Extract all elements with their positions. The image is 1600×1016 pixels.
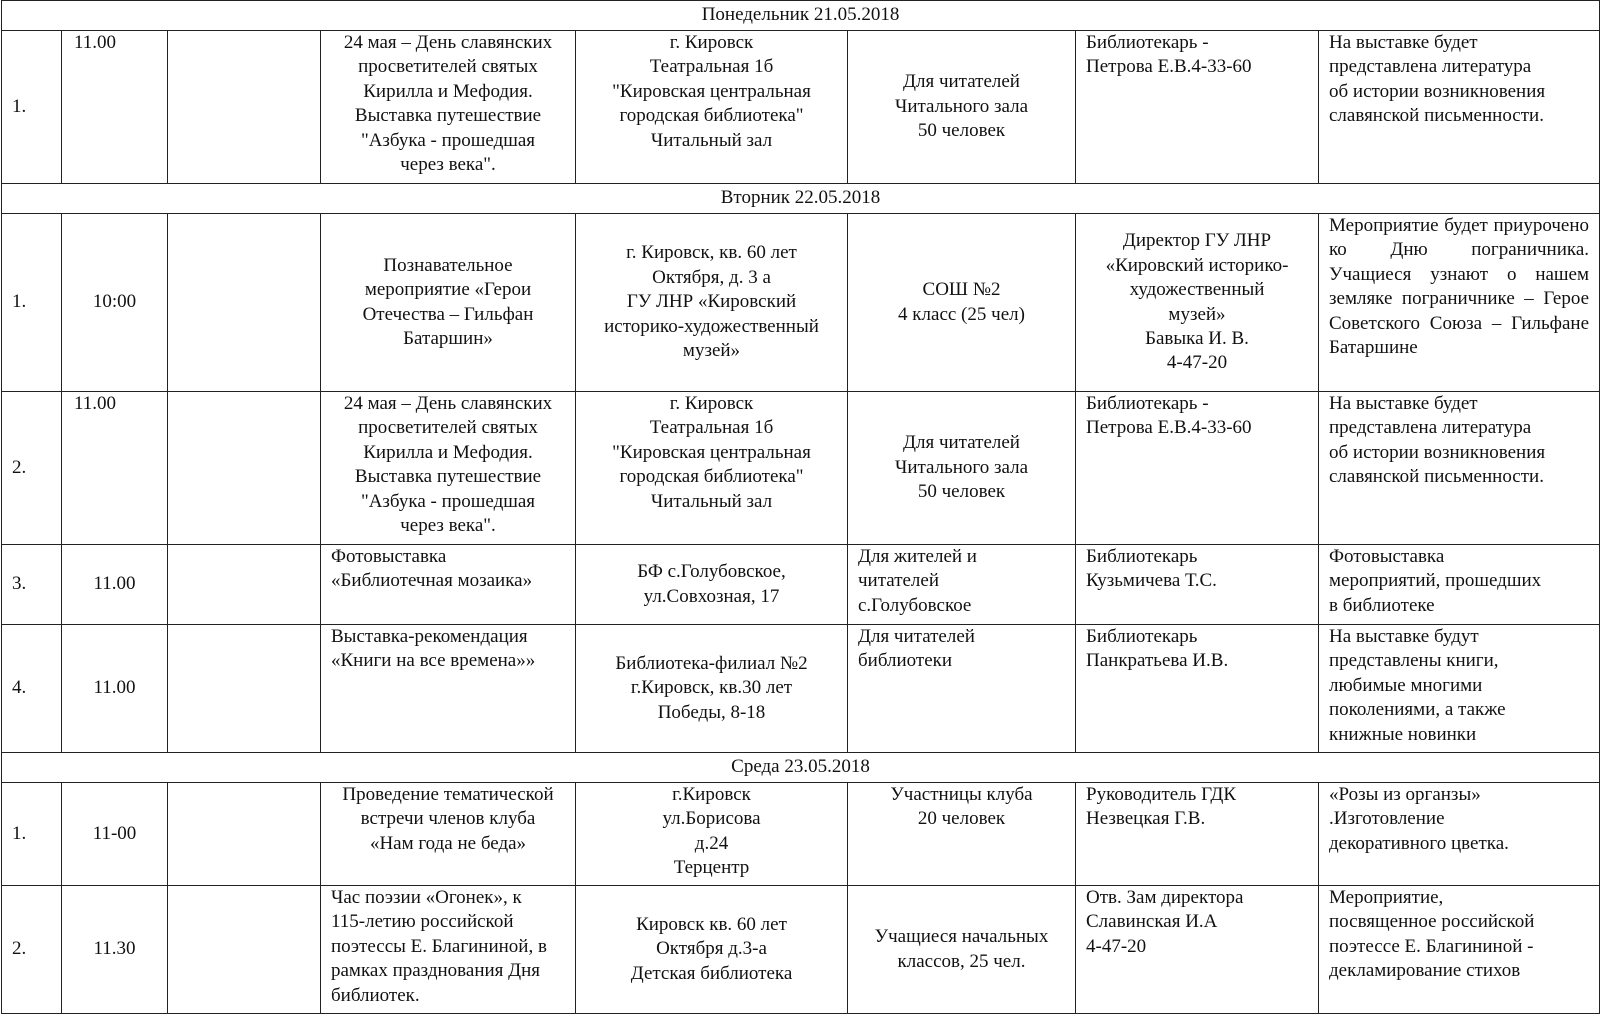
event-responsible: Библиотекарь Кузьмичева Т.С. [1076,545,1319,625]
event-audience: Для читателей Читального зала 50 человек [848,31,1076,184]
table-row [2,392,1600,545]
event-title: Выставка-рекомендация «Книги на все времена»» [321,625,576,753]
event-time: 10:00 [62,214,168,392]
day-header-monday: Понедельник 21.05.2018 [2,1,1600,31]
event-place: г. Кировск Театральная 1б "Кировская центральная городская библиотека" Читальный зал [576,31,848,184]
event-notes: «Розы из органзы» .Изготовление декоративного цветка. [1319,783,1600,886]
event-title: 24 мая – День славянских просветителей святых Кирилла и Мефодия. Выставка путешествие "Азбука - прошедшая через века". [321,392,576,545]
event-audience: Для читателей Читального зала 50 человек [848,392,1076,545]
table-row [2,31,1600,184]
event-audience: Учащиеся начальных классов, 25 чел. [848,886,1076,1014]
event-notes: На выставке будут представлены книги, любимые многими поколениями, а также книжные новинки [1319,625,1600,753]
empty-cell [168,625,321,753]
row-number: 1. [2,31,62,184]
event-notes: На выставке будет представлена литература об истории возникновения славянской письменности. [1319,31,1600,184]
event-place: Библиотека-филиал №2 г.Кировск, кв.30 лет Победы, 8-18 [576,625,848,753]
event-audience: Для жителей и читателей с.Голубовское [848,545,1076,625]
row-number: 3. [2,545,62,625]
day-header-row [2,1,1600,31]
event-audience: СОШ №2 4 класс (25 чел) [848,214,1076,392]
event-title: Фотовыставка «Библиотечная мозаика» [321,545,576,625]
event-time: 11.00 [62,392,168,545]
day-header-tuesday: Вторник 22.05.2018 [2,184,1600,214]
event-title: Проведение тематической встречи членов клуба «Нам года не беда» [321,783,576,886]
empty-cell [168,31,321,184]
empty-cell [168,886,321,1014]
table-row [2,783,1600,886]
event-title: Час поэзии «Огонек», к 115-летию российской поэтессы Е. Благининой, в рамках празднования Дня библиотек. [321,886,576,1014]
day-header-wednesday: Среда 23.05.2018 [2,753,1600,783]
event-responsible: Библиотекарь - Петрова Е.В.4-33-60 [1076,392,1319,545]
event-responsible: Директор ГУ ЛНР «Кировский историко- художественный музей» Бавыка И. В. 4-47-20 [1076,214,1319,392]
event-time: 11.00 [62,545,168,625]
row-number: 2. [2,392,62,545]
event-responsible: Руководитель ГДК Незвецкая Г.В. [1076,783,1319,886]
event-place: г. Кировск Театральная 1б "Кировская центральная городская библиотека" Читальный зал [576,392,848,545]
event-responsible: Библиотекарь Панкратьева И.В. [1076,625,1319,753]
event-place: БФ с.Голубовское, ул.Совхозная, 17 [576,545,848,625]
event-notes: Фотовыставка мероприятий, прошедших в библиотеке [1319,545,1600,625]
table-row [2,625,1600,753]
event-time: 11.00 [62,625,168,753]
table-row [2,886,1600,1014]
event-place: г.Кировск ул.Борисова д.24 Терцентр [576,783,848,886]
event-title: Познавательное мероприятие «Герои Отечества – Гильфан Батаршин» [321,214,576,392]
table-row [2,214,1600,392]
event-place: Кировск кв. 60 лет Октября д.3-а Детская библиотека [576,886,848,1014]
empty-cell [168,392,321,545]
table-row [2,545,1600,625]
row-number: 1. [2,214,62,392]
event-audience: Участницы клуба 20 человек [848,783,1076,886]
event-responsible: Отв. Зам директора Славинская И.А 4-47-20 [1076,886,1319,1014]
row-number: 4. [2,625,62,753]
empty-cell [168,545,321,625]
row-number: 2. [2,886,62,1014]
event-notes: На выставке будет представлена литература об истории возникновения славянской письменности. [1319,392,1600,545]
event-notes: Мероприятие будет приурочено ко Дню пограничника. Учащиеся узнают о нашем земляке пограничнике – Герое Советского Союза – Гильфане Батаршине [1319,214,1600,392]
event-title: 24 мая – День славянских просветителей святых Кирилла и Мефодия. Выставка путешествие "Азбука - прошедшая через века". [321,31,576,184]
event-time: 11.30 [62,886,168,1014]
schedule-table [1,0,1600,1014]
event-audience: Для читателей библиотеки [848,625,1076,753]
day-header-row [2,184,1600,214]
event-place: г. Кировск, кв. 60 лет Октября, д. 3 а ГУ ЛНР «Кировский историко-художественный музей» [576,214,848,392]
empty-cell [168,783,321,886]
day-header-row [2,753,1600,783]
event-time: 11-00 [62,783,168,886]
event-responsible: Библиотекарь - Петрова Е.В.4-33-60 [1076,31,1319,184]
event-time: 11.00 [62,31,168,184]
row-number: 1. [2,783,62,886]
empty-cell [168,214,321,392]
event-notes: Мероприятие, посвященное российской поэтессе Е. Благининой - декламирование стихов [1319,886,1600,1014]
